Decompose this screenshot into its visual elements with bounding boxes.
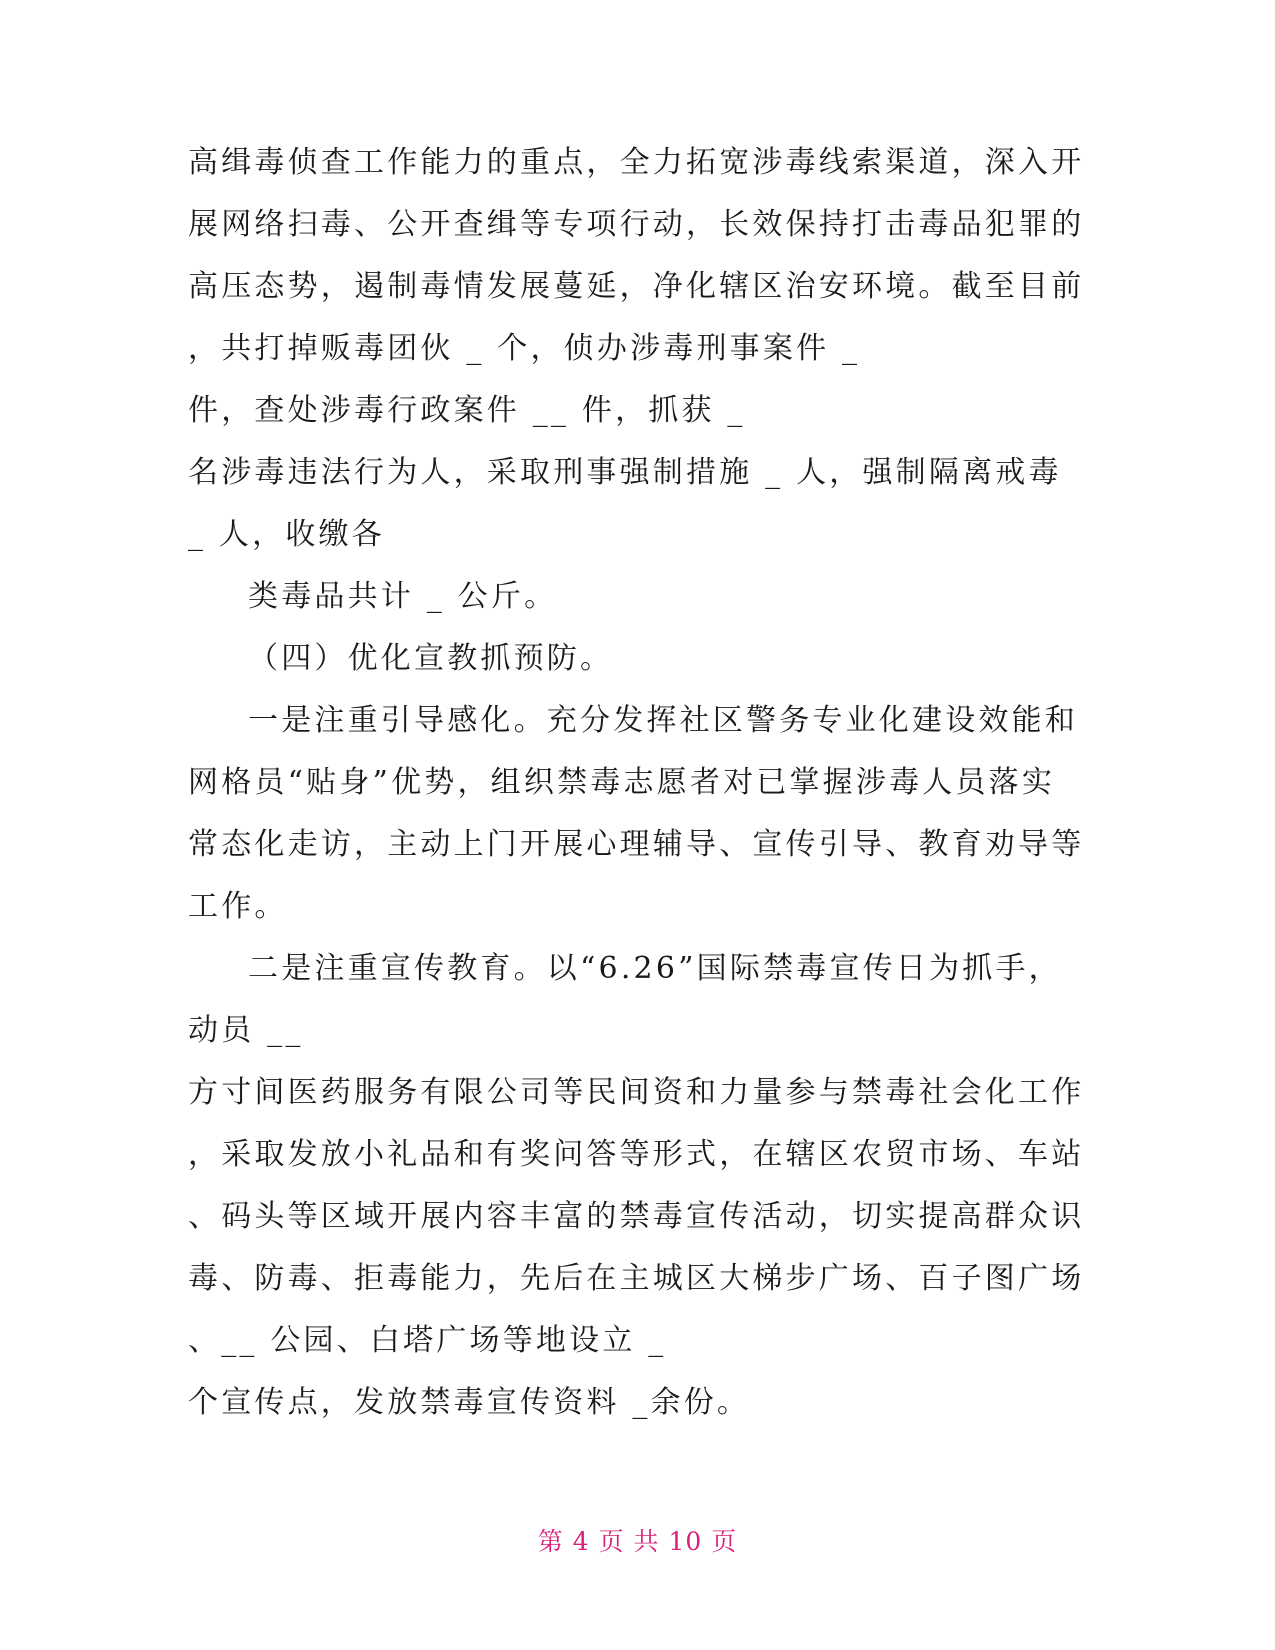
body-text-line: 件，查处涉毒行政案件 __ 件，抓获 _	[188, 393, 746, 428]
paragraph-first-line: 一是注重引导感化。充分发挥社区警务专业化建设效能和	[248, 703, 1078, 738]
body-text-line: 常态化走访，主动上门开展心理辅导、宣传引导、教育劝导等	[188, 827, 1085, 862]
body-text-line: 动员 __	[188, 1013, 304, 1048]
body-text-line: 网格员“贴身”优势，组织禁毒志愿者对已掌握涉毒人员落实	[188, 765, 1056, 800]
body-text-line: ，采取发放小礼品和有奖问答等形式，在辖区农贸市场、车站	[188, 1137, 1085, 1172]
body-text-line: ，共打掉贩毒团伙 _ 个，侦办涉毒刑事案件 _	[188, 331, 861, 366]
section-heading: （四）优化宣教抓预防。	[248, 641, 614, 676]
page-number-footer: 第 4 页 共 10 页	[537, 1527, 738, 1556]
body-text-line: 展网络扫毒、公开查缉等专项行动，长效保持打击毒品犯罪的	[188, 207, 1085, 242]
body-text-line: 高缉毒侦查工作能力的重点，全力拓宽涉毒线索渠道，深入开	[188, 145, 1085, 180]
body-text-line: 、码头等区域开展内容丰富的禁毒宣传活动，切实提高群众识	[188, 1199, 1085, 1234]
body-text-line: 、__ 公园、白塔广场等地设立 _	[188, 1323, 667, 1358]
body-text-line: 个宣传点，发放禁毒宣传资料 _余份。	[188, 1385, 751, 1420]
paragraph-first-line: 二是注重宣传教育。以“6.26”国际禁毒宣传日为抓手，	[248, 951, 1062, 986]
body-text-line: _ 人，收缴各	[188, 517, 385, 552]
body-text-line: 高压态势，遏制毒情发展蔓延，净化辖区治安环境。截至目前	[188, 269, 1085, 304]
body-text-line: 名涉毒违法行为人，采取刑事强制措施 _ 人，强制隔离戒毒	[188, 455, 1062, 490]
body-text-line: 方寸间医药服务有限公司等民间资和力量参与禁毒社会化工作	[188, 1075, 1085, 1110]
body-text-line: 毒、防毒、拒毒能力，先后在主城区大梯步广场、百子图广场	[188, 1261, 1085, 1296]
body-text-line: 工作。	[188, 889, 288, 924]
body-text-line: 类毒品共计 _ 公斤。	[248, 579, 558, 614]
